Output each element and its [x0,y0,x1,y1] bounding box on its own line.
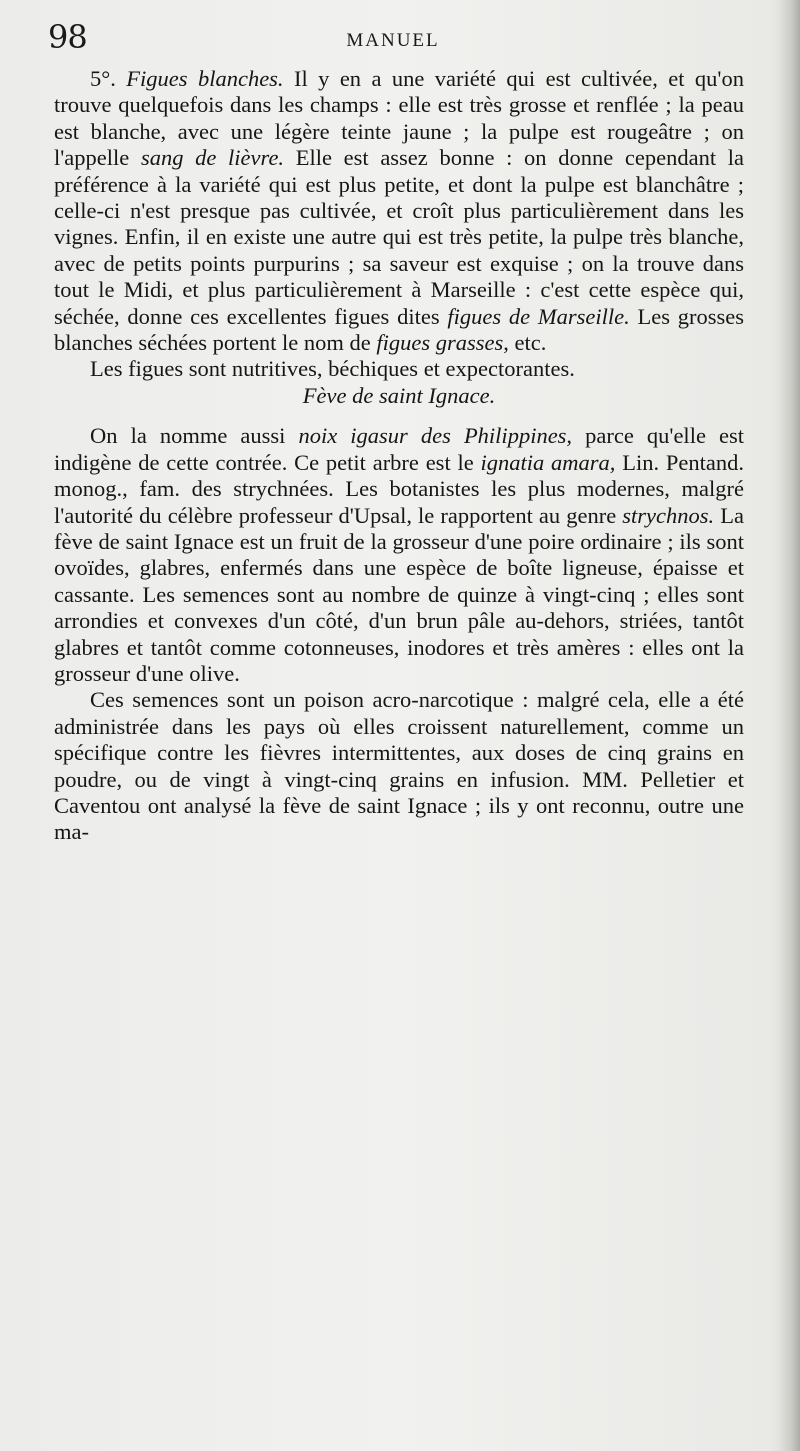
text-run: , etc. [503,330,547,356]
item-number: 5°. [90,66,127,91]
italic-term: figues de Marseille. [447,303,630,329]
text-run: Il y en a une variété qui est cultivée, et qu'on trouve quelquefois dans les champs : elle est très grosse et renflée ; la peau est blanche, avec une légère teinte jaune ; la pulpe est rougeâtre ; on l'appelle [54,66,744,171]
page-body [54,66,744,846]
text-run: On la nomme aussi [90,423,299,449]
section-title: Fève de saint Ignace. [302,382,496,408]
paragraph-feve-poison: Ces semences sont un poison acro-narcotique : malgré cela, elle a été administrée dans les pays où elles croissent naturellement, comme un spécifique contre les fièvres intermittentes, aux doses de cinq grains en poudre, ou de vingt à vingt-cinq grains en infusion. MM. Pelletier et Caventou ont analysé la fève de saint Ignace ; ils y ont reconnu, outre une ma- [54,687,744,845]
item-title: Figues blanches. [126,66,284,91]
italic-term: strychnos. [622,502,715,528]
page-number: 98 [48,18,87,56]
italic-term: noix igasur des Philippines, [298,423,573,449]
page-edge-shadow [778,0,800,1451]
paragraph-figues-blanches [54,66,744,356]
paragraph-figues-properties: Les figues sont nutritives, béchiques et expectorantes. [90,356,575,382]
text-run: La fève de saint Ignace est un fruit de la grosseur d'une poire ordinaire ; ils sont ovoïdes, glabres, enfermés dans une espèce de boîte ligneuse, épaisse et cassante. Les semences sont au nombre de quinze à vingt-cinq ; elles sont arrondies et convexes d'un côté, d'un brun pâle au-dehors, striées, tantôt glabres et tantôt comme cotonneuses, inodores et très amères : elles ont la grosseur d'une olive. [54,502,744,686]
page-header [48,18,738,58]
running-head: MANUEL [346,30,440,51]
text-run: Elle est assez bonne : on donne cependant la préférence à la variété qui est plus petite, et dont la pulpe est blanchâtre ; celle-ci n'est presque pas cultivée, et croît plus particulièrement dans les vignes. Enfin, il en existe une autre qui est très petite, la pulpe très blanche, avec de petits points purpurins ; sa saveur est exquise ; on la trouve dans tout le Midi, et plus particulièrement à Marseille : c'est cette espèce qui, séchée, donne ces excellentes figues dites [54,145,744,329]
text-run: Les grosses blanches séchées portent le nom de [54,303,745,356]
text-run: parce qu'elle est indigène de cette contrée. Ce petit arbre est le [54,423,744,475]
text-run: Lin. Pentand. monog., fam. des strychnées. Les botanistes les plus modernes, malgré l'autorité du célèbre professeur d'Upsal, le rapportent au genre [54,449,744,528]
italic-term: sang de lièvre. [140,145,285,171]
italic-term: ignatia amara, [480,449,616,475]
italic-term: figues grasses [376,330,504,356]
paragraph-feve-description [54,423,744,687]
